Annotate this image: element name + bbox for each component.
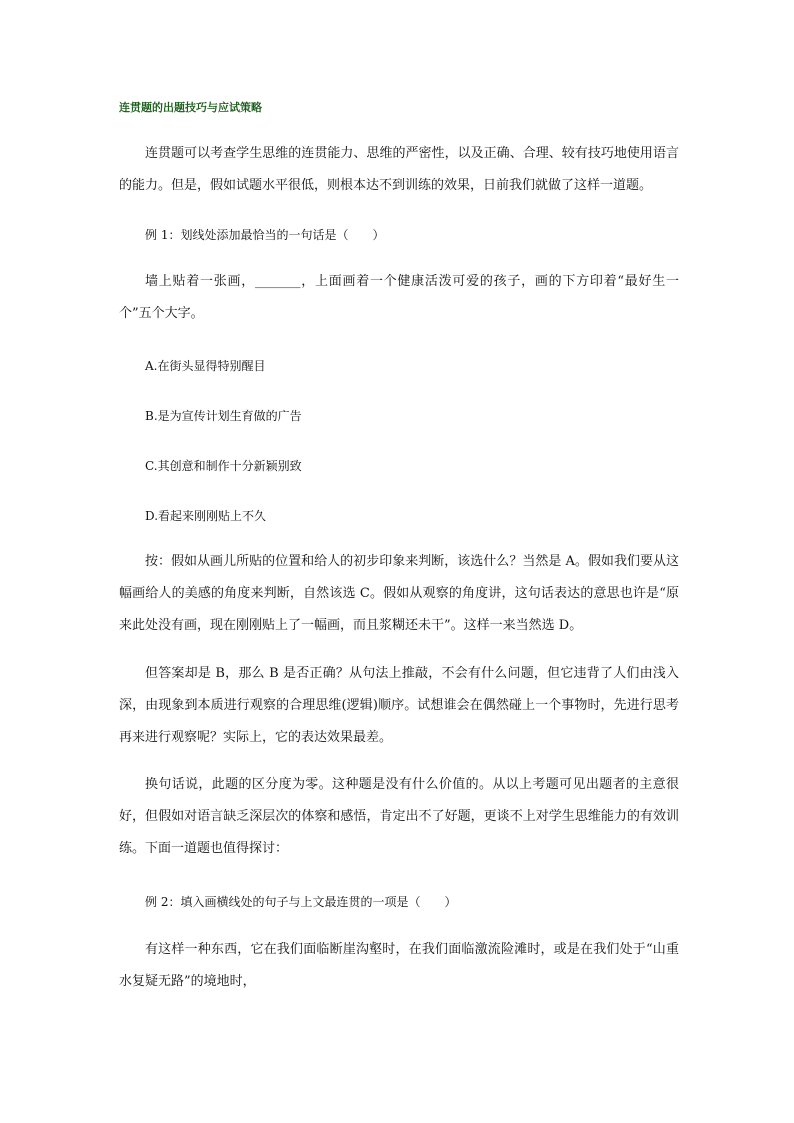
example-1-option-c: C.其创意和制作十分新颖别致 (145, 459, 302, 473)
example-2-prompt: 例 2：填入画横线处的句子与上文最连贯的一项是（ ） (145, 895, 457, 909)
intro-paragraph: 连贯题可以考查学生思维的连贯能力、思维的严密性，以及正确、合理、较有技巧地使用语言的能力。但是，假如试题水平很低，则根本达不到训练的效果，日前我们就做了这样一道题。 (119, 146, 679, 193)
example-1-option-d: D.看起来刚刚贴上不久 (145, 509, 267, 523)
example-1-option-a: A.在街头显得特别醒目 (145, 359, 266, 373)
example-2-stem: 有这样一种东西，它在我们面临断崖沟壑时，在我们面临激流险滩时，或是在我们处于“山重水复疑无路”的境地时， (119, 942, 679, 989)
document-title: 连贯题的出题技巧与应试策略 (119, 101, 262, 114)
conclusion-paragraph: 换句话说，此题的区分度为零。这种题是没有什么价值的。从以上考题可见出题者的主意很好，但假如对语言缺乏深层次的体察和感悟，肯定出不了好题，更谈不上对学生思维能力的有效训练。下面一道题也值得探讨： (119, 777, 679, 856)
analysis-paragraph: 按：假如从画儿所贴的位置和给人的初步印象来判断，该选什么？当然是 A。假如我们要从这幅画给人的美感的角度来判断，自然该选 C。假如从观察的角度讲，这句话表达的意思也许是“原来此处没有画，现在刚刚贴上了一幅画，而且浆糊还未干”。这样一来当然选 D。 (119, 554, 679, 633)
example-1-stem: 墙上贴着一张画，_______，上面画着一个健康活泼可爱的孩子，画的下方印着“最好生一个”五个大字。 (119, 274, 679, 321)
answer-discussion-paragraph: 但答案却是 B，那么 B 是否正确？从句法上推敲，不会有什么问题，但它违背了人们由浅入深，由现象到本质进行观察的合理思维(逻辑)顺序。试想谁会在偶然碰上一个事物时，先进行思考再来进行观察呢？实际上，它的表达效果最差。 (119, 666, 679, 745)
example-1-prompt: 例 1：划线处添加最恰当的一句话是（ ） (145, 228, 385, 242)
example-1-option-b: B.是为宣传计划生育做的广告 (145, 409, 302, 423)
